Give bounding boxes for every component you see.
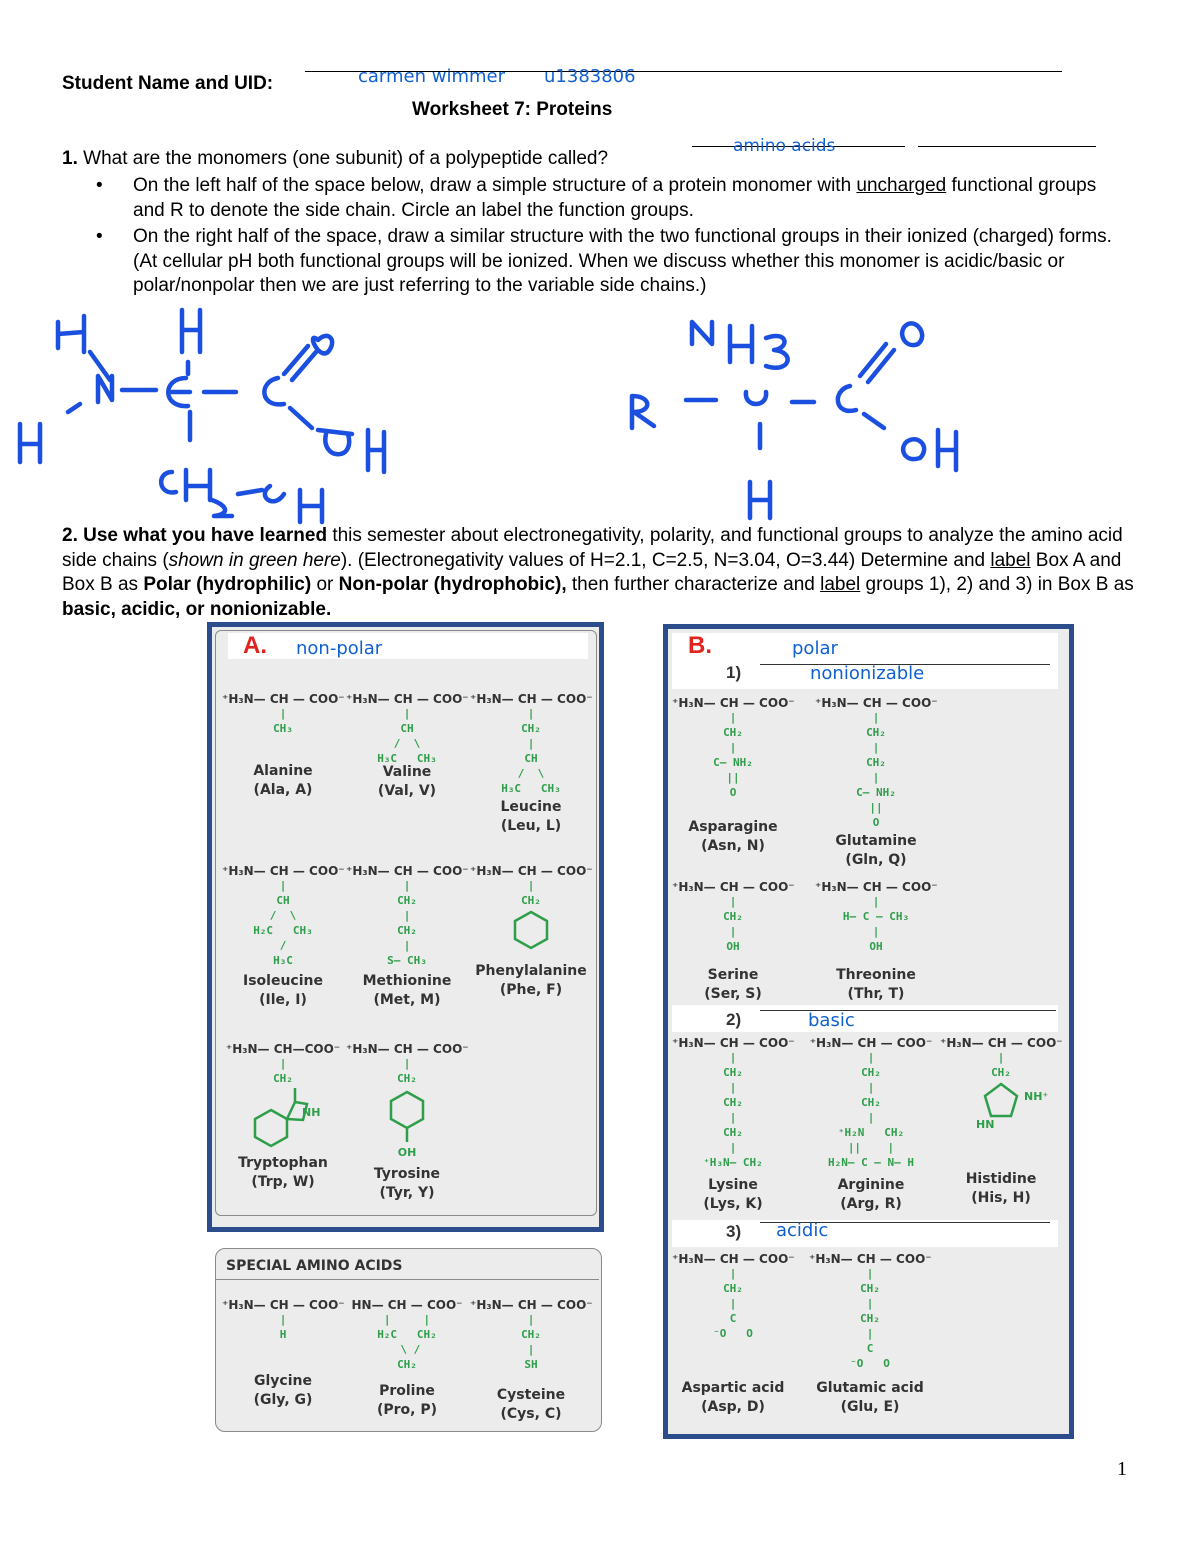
phenol-ring-icon	[387, 1086, 427, 1146]
group3-answer[interactable]: acidic	[776, 1220, 829, 1241]
amino-acid-card: ⁺H₃N— CH — COO⁻ | CH₃ Alanine (Ala, A)	[222, 692, 345, 798]
right-drawing	[632, 322, 956, 518]
pen-CH2-2	[212, 500, 232, 516]
amino-acid-card: ⁺H₃N— CH — COO⁻ | CH / \ H₂C CH₃ / H₃C Isoleucine (Ile, I)	[222, 864, 345, 1008]
student-name[interactable]: carmen wimmer	[358, 66, 506, 87]
amino-acid-card: ⁺H₃N— CH — COO⁻ | CH₂ | C ⁻O O Aspartic acid (Asp, D)	[672, 1252, 795, 1415]
box-a-answer-field[interactable]	[228, 633, 588, 659]
benzene-ring-icon	[511, 908, 551, 952]
page-number: 1	[1117, 1458, 1127, 1480]
pen-H-1	[58, 316, 84, 352]
pen-bond-vertical	[188, 362, 190, 440]
amino-acid-card: ⁺H₃N— CH — COO⁻ | CH₂ | CH₂ | ⁺H₂N CH₂ || | H₂N— C — N— H Arginine (Arg, R)	[809, 1036, 933, 1212]
pen-R	[632, 396, 654, 428]
pen-C-center	[168, 378, 190, 406]
pen-C-carboxyl-2	[838, 386, 856, 411]
pen-CH2-H	[186, 470, 210, 500]
amino-acid-card: ⁺H₃N— CH — COO⁻ | CH₂ | SH Cysteine (Cys, C)	[470, 1298, 593, 1422]
pen-C-alpha	[746, 392, 766, 404]
pen-H-7	[750, 482, 770, 518]
handwritten-structures[interactable]	[0, 300, 1200, 525]
pen-O-2	[318, 430, 352, 454]
bullet-dot: •	[96, 175, 103, 196]
box-a-answer[interactable]: non-polar	[296, 638, 383, 659]
pen-CH2-C	[161, 472, 176, 492]
q1-answer[interactable]: amino acids	[733, 136, 836, 156]
amino-acid-card: ⁺H₃N— CH — COO⁻ | CH₂ Phenylalanine (Phe, F)	[470, 864, 593, 998]
amino-acid-card: ⁺H₃N— CH — COO⁻ | CH₂ | CH₂ | C— NH₂ || O Glutamine (Gln, Q)	[815, 696, 938, 868]
amino-acid-card: ⁺H₃N— CH — COO⁻ | CH₂ | CH₂ | S— CH₃ Methionine (Met, M)	[346, 864, 469, 1008]
pen-bond-oh-2	[864, 414, 884, 428]
amino-acid-card: ⁺H₃N— CH — COO⁻ | CH₂ | C— NH₂ || O Asparagine (Asn, N)	[672, 696, 795, 854]
amino-acid-card: ⁺H₃N— CH — COO⁻ | CH₂ | CH₂ | C ⁻O O Glutamic acid (Glu, E)	[809, 1252, 932, 1415]
amino-acid-card: ⁺H₃N— CH — COO⁻ | H Glycine (Gly, G)	[222, 1298, 345, 1408]
amino-acid-card: ⁺H₃N— CH — COO⁻ | CH₂ OH Tyrosine (Tyr, Y)	[346, 1042, 469, 1201]
student-uid[interactable]: u1383806	[544, 66, 636, 87]
box-b-letter: B.	[688, 632, 712, 659]
group1-number: 1)	[726, 663, 742, 682]
group1-answer[interactable]: nonionizable	[810, 663, 925, 684]
amino-acid-card: ⁺H₃N— CH — COO⁻ | CH₂ | CH / \ H₃C CH₃ Leucine (Leu, L)	[470, 692, 593, 834]
pen-double-bond-2	[860, 344, 894, 382]
amino-acid-card: ⁺H₃N— CH—COO⁻ | CH₂ NH Tryptophan (Trp, W)	[225, 1042, 341, 1190]
amino-acid-card: ⁺H₃N— CH — COO⁻ | CH₂ | CH₂ | CH₂ | ⁺H₃N— CH₂ Lysine (Lys, K)	[672, 1036, 795, 1212]
left-drawing	[20, 310, 384, 522]
pen-N	[98, 376, 112, 402]
amino-acid-card: ⁺H₃N— CH — COO⁻ | CH₂ NH⁺ HN Histidine (His, H)	[940, 1036, 1063, 1206]
pen-O	[313, 336, 332, 353]
pen-3	[766, 336, 788, 368]
pen-H-5	[730, 326, 752, 362]
pen-H-6	[938, 430, 956, 470]
q1-text	[62, 147, 702, 171]
q2-text: 2. Use what you have learned this semester about electronegativity, polarity, and functional groups to analyze the amino acid side chains (shown in green here). (Electronegativity values of H=2.1, C=2.5, N=3.04, O=3.44) Determine and label Box A and Box B as Polar (hydrophilic) or Non-polar (hydrophobic), then further characterize and label groups 1), 2) and 3) in Box B as basic, acidic, or nonionizable.	[62, 525, 1134, 620]
pen-double-bond	[284, 346, 316, 380]
pen-H-2	[182, 310, 200, 352]
special-divider	[216, 1279, 599, 1280]
pen-bond-h3	[68, 404, 80, 412]
pen-O-5	[903, 439, 924, 459]
pen-C-carboxyl	[264, 378, 284, 404]
name-uid-label: Student Name and UID:	[62, 73, 274, 94]
pen-H-oh	[368, 430, 384, 472]
group2-answer[interactable]: basic	[808, 1010, 855, 1031]
q1-question: What are the monomers (one subunit) of a polypeptide called?	[83, 148, 609, 169]
group2-line	[760, 1010, 1056, 1011]
group2-number: 2)	[726, 1010, 742, 1029]
amino-acid-card: ⁺H₃N— CH — COO⁻ | H— C — CH₃ | OH Threonine (Thr, T)	[815, 880, 938, 1002]
worksheet-page: Student Name and UID: carmen wimmer u1383806 Worksheet 7: Proteins 1. What are the monomers (one subunit) of a polypeptide called? amino acids • On the left half of the space below, draw a simple structure of a protein monomer with uncharged functional groups and R to denote the side chain. Circle an label the function groups. • On the right half of the space, draw a similar structure with the two functional groups in their ionized (charged) forms. (At cellular pH both functional groups will be ionized. When we discuss whether this monomer is acidic/basic or polar/nonpolar then we are just referring to the variable side chains.) 2. Use what you have learned this semester about electronegativity, polarity, and functional groups to analyze the amino acid side chains (shown in green here). (Electronegativity values of H=2.1, C=2.5, N=3.04, O=3.44) Determine and label Box A and Box B as Polar (hydrophilic) or Non-polar (hydrophobic), then further characterize and label groups 1), 2) and 3) in Box B as basic, acidic, or nonionizable. A. non-polar ⁺H₃N— CH — COO⁻ | CH₃ Alanine (Ala, A) ⁺H₃N— CH — COO⁻ | CH / \ H₃C CH₃ Valine (Val, V) ⁺H₃N— CH — COO⁻ | CH₂ | CH / \ H₃C CH₃ Leucine (Leu, L) ⁺H₃N— CH — COO⁻ | CH / \ H₂C CH₃ / H₃C Isoleucine (Ile, I) ⁺H₃N— CH — COO⁻ | CH₂ | CH₂ | S— CH₃ Methionine (Met, M) ⁺H₃N— CH — COO⁻ | CH₂ Phenylalanine (Phe, F) ⁺H₃N— CH—COO⁻ | CH₂ NH Tryptophan (Trp, W) ⁺H₃N— CH — COO⁻ | CH₂ OH Tyrosine (Tyr, Y) SPECIAL AMINO ACIDS ⁺H₃N— CH — COO⁻ | H Glycine (Gly, G) HN— CH — COO⁻ | | H₂C CH₂ \ / CH₂ Proline (Pro, P) ⁺H₃N— CH — COO⁻ | CH₂ | SH Cysteine (Cys, C) B. polar 1) nonionizable ⁺H₃N— CH — COO⁻ | CH₂ | C— NH₂ || O Asparagine (Asn, N) ⁺H₃N— CH — COO⁻ | CH₂ | CH₂ | C— NH₂ || O Glutamine (Gln, Q) ⁺H₃N— CH — COO⁻ | CH₂ | OH Serine (Ser, S) ⁺H₃N— CH — COO⁻ | H— C — CH₃ | OH Threonine (Thr, T) 2) basic ⁺H₃N— CH — COO⁻ | CH₂ | CH₂ | CH₂ | ⁺H₃N— CH₂ Lysine (Lys, K) ⁺H₃N— CH — COO⁻ | CH₂ | CH₂ | ⁺H₂N CH₂ || | H₂N— C — N— H Arginine (Arg, R) ⁺H₃N— CH — COO⁻ | CH₂ NH⁺ HN Histidine (His, H) 3) acidic ⁺H₃N— CH — COO⁻ | CH₂ | C ⁻O O Aspartic acid (Asp, D) ⁺H₃N— CH — COO⁻ | CH₂ | CH₂ | C ⁻O O Glutamic acid (Glu, E) 1	[0, 0, 1200, 1553]
amino-acid-card: HN— CH — COO⁻ | | H₂C CH₂ \ / CH₂ Proline (Pro, P)	[351, 1298, 463, 1418]
pen-O-4	[902, 323, 922, 345]
pen-O-3	[265, 486, 284, 501]
box-b-answer[interactable]: polar	[792, 638, 838, 659]
box-a-letter: A.	[243, 632, 267, 659]
pen-H-4	[300, 490, 322, 522]
pen-bond-ch2	[238, 490, 262, 494]
amino-acid-card: ⁺H₃N— CH — COO⁻ | CH / \ H₃C CH₃ Valine (Val, V)	[346, 692, 469, 799]
amino-acid-card: ⁺H₃N— CH — COO⁻ | CH₂ | OH Serine (Ser, S)	[672, 880, 795, 1002]
pen-bond-oh	[290, 408, 312, 428]
group3-number: 3)	[726, 1222, 742, 1241]
q1-number: 1.	[62, 148, 78, 169]
q1-answer-line-2	[918, 146, 1096, 147]
special-title: SPECIAL AMINO ACIDS	[226, 1258, 403, 1274]
pen-H-3	[20, 424, 40, 462]
worksheet-title: Worksheet 7: Proteins	[412, 99, 613, 120]
pen-N-2	[692, 322, 712, 344]
bullet-dot: •	[96, 226, 103, 247]
